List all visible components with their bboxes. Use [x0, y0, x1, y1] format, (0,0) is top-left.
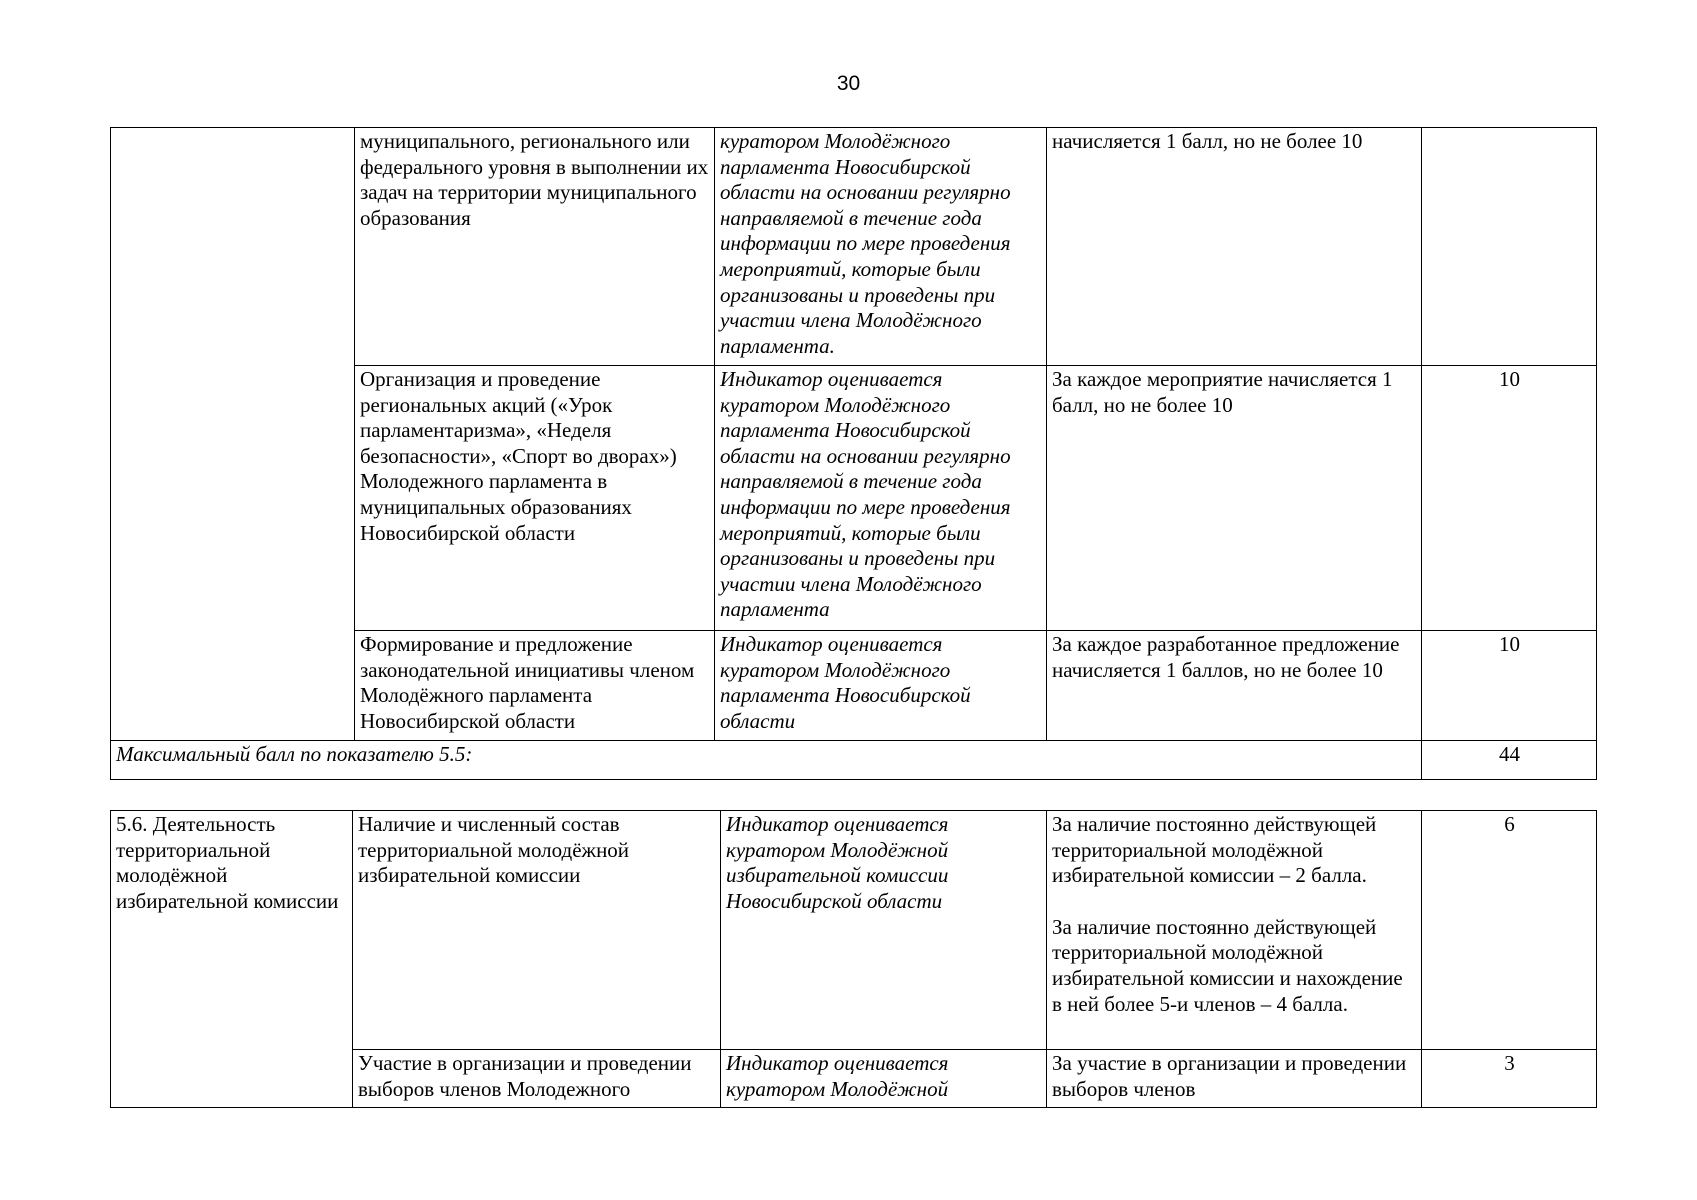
- indicator-cell: Формирование и предложение законодательной инициативы членом Молодёжного парламента Новосибирской области: [355, 631, 715, 741]
- indicator-cell: Участие в организации и проведении выборов членов Молодежного: [353, 1050, 721, 1108]
- max-score-cell: 6: [1422, 811, 1597, 1050]
- method-cell: Индикатор оценивается куратором Молодёжного парламента Новосибирской области: [715, 631, 1047, 741]
- scoring-cell: За каждое мероприятие начисляется 1 балл, но не более 10: [1047, 366, 1422, 631]
- scoring-cell: начисляется 1 балл, но не более 10: [1047, 128, 1422, 366]
- method-cell: куратором Молодёжного парламента Новосибирской области на основании регулярно направляемой в течение года информации по мере проведения мероприятий, которые были организованы и проведены при участии члена Молодёжного парламента.: [715, 128, 1047, 366]
- indicator-cell: Организация и проведение региональных акций («Урок парламентаризма», «Неделя безопасности», «Спорт во дворах») Молодежного парламента в муниципальных образованиях Новосибирской области: [355, 366, 715, 631]
- total-label: Максимальный балл по показателю 5.5:: [111, 741, 1422, 780]
- page-number: 30: [836, 72, 861, 95]
- method-cell: Индикатор оценивается куратором Молодёжной: [721, 1050, 1047, 1108]
- scoring-cell: За каждое разработанное предложение начисляется 1 баллов, но не более 10: [1047, 631, 1422, 741]
- method-cell: Индикатор оценивается куратором Молодёжного парламента Новосибирской области на основании регулярно направляемой в течение года информации по мере проведения мероприятий, которые были организованы и проведены при участии члена Молодёжного парламента: [715, 366, 1047, 631]
- scoring-cell: За участие в организации и проведении выборов членов: [1047, 1050, 1422, 1108]
- total-row: [111, 741, 1597, 780]
- scoring-cell: [1047, 811, 1422, 1050]
- table-row: [111, 811, 1597, 1050]
- total-value: 44: [1422, 741, 1597, 780]
- indicator-cell: муниципального, регионального или федерального уровня в выполнении их задач на территории муниципального образования: [355, 128, 715, 366]
- section-cell-empty: [111, 128, 355, 741]
- paragraph-gap: [1052, 889, 1417, 915]
- max-score-cell: 10: [1422, 631, 1597, 741]
- table-row: [111, 128, 1597, 366]
- criteria-table-continued: [110, 127, 1597, 780]
- scoring-paragraph: За наличие постоянно действующей территориальной молодёжной избирательной комиссии и нахождение в ней более 5-и членов – 4 балла.: [1052, 914, 1403, 1016]
- max-score-cell: 3: [1422, 1050, 1597, 1108]
- scoring-paragraph: За наличие постоянно действующей территориальной молодёжной избирательной комиссии – 2 балла.: [1052, 812, 1377, 888]
- method-cell: Индикатор оценивается куратором Молодёжной избирательной комиссии Новосибирской области: [721, 811, 1047, 1050]
- section-cell: 5.6. Деятельность территориальной молодёжной избирательной комиссии: [111, 811, 353, 1108]
- criteria-table-5-6: [110, 810, 1597, 1108]
- max-score-cell: 10: [1422, 366, 1597, 631]
- max-score-cell: [1422, 128, 1597, 366]
- indicator-cell: Наличие и численный состав территориальной молодёжной избирательной комиссии: [353, 811, 721, 1050]
